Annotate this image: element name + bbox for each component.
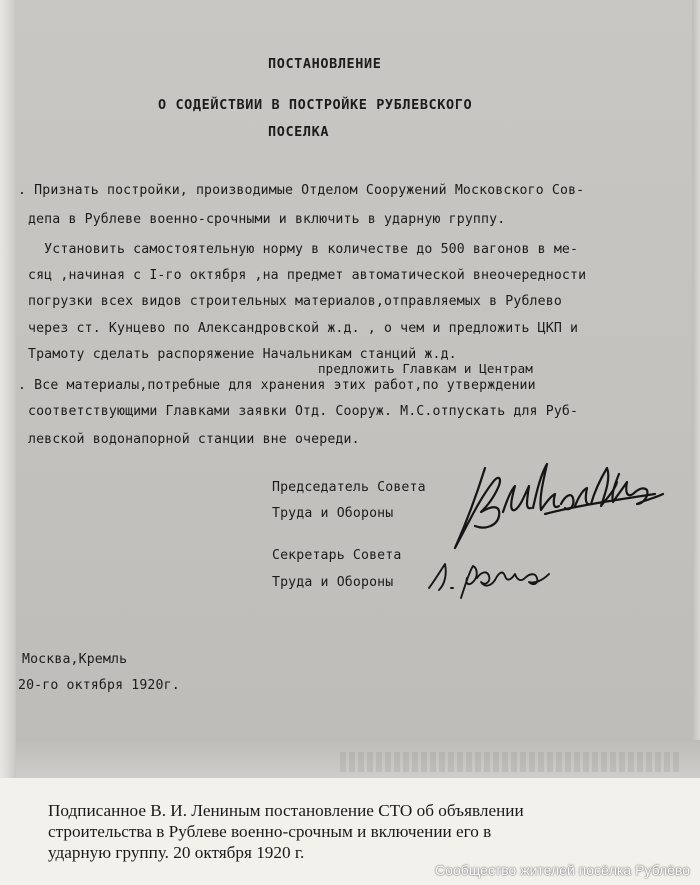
paragraph2-line: Установить самостоятельную норму в количестве до 500 вагонов в ме- bbox=[28, 242, 579, 257]
paragraph3-line: левской водонапорной станции вне очереди. bbox=[28, 432, 360, 447]
page-right-edge bbox=[692, 0, 700, 778]
paragraph2-line: Трамоту сделать распоряжение Начальникам станций ж.д. bbox=[28, 347, 457, 362]
secretary-title-line1: Секретарь Совета bbox=[272, 548, 402, 563]
caption-line: строительства в Рублеве военно-срочным и включении его в bbox=[48, 822, 492, 841]
paragraph2-line: погрузки всех видов строительных материалов,отправляемых в Рублево bbox=[28, 294, 562, 309]
paragraph1-line: . Признать постройки, производимые Отделом Сооружений Московского Сов- bbox=[18, 183, 585, 198]
place: Москва,Кремль bbox=[22, 652, 128, 667]
paragraph3-line: соответствующими Главками заявки Отд. Сооруж. М.С.отпускать для Руб- bbox=[28, 404, 579, 419]
chairman-title-line2: Труда и Обороны bbox=[272, 506, 394, 521]
photo-caption bbox=[48, 800, 668, 863]
document-subtitle-line1: О СОДЕЙСТВИИ В ПОСТРОЙКЕ РУБЛЕВСКОГО bbox=[158, 97, 473, 113]
secretary-signature bbox=[425, 558, 555, 603]
caption-line: Подписанное В. И. Лениным постановление СТО об объявлении bbox=[48, 801, 524, 820]
document-title: ПОСТАНОВЛЕНИЕ bbox=[268, 56, 382, 72]
paragraph2-line: через ст. Кунцево по Александровской ж.д. , о чем и предложить ЦКП и bbox=[28, 321, 579, 336]
document-subtitle-line2: ПОСЕЛКА bbox=[268, 124, 330, 140]
chairman-signature bbox=[445, 460, 670, 555]
chairman-title-line1: Председатель Совета bbox=[272, 480, 426, 495]
handwritten-insertion: предложить Главкам и Центрам bbox=[318, 361, 533, 376]
watermark: Сообщество жителей посёлка Рублёво bbox=[435, 862, 690, 878]
paragraph3-line: . Все материалы,потребные для хранения этих работ,по утверждении bbox=[18, 378, 536, 393]
book-spine-edge bbox=[0, 0, 16, 778]
paragraph2-line: сяц ,начиная с I-го октября ,на предмет автоматической внеочередности bbox=[28, 268, 587, 283]
paragraph1-line: депа в Рублеве военно-срочными и включить в ударную группу. bbox=[28, 212, 506, 227]
caption-line: ударную группу. 20 октября 1920 г. bbox=[48, 843, 305, 862]
date: 20-го октября 1920г. bbox=[18, 678, 180, 693]
reverse-side-bleed bbox=[340, 752, 680, 772]
secretary-title-line2: Труда и Обороны bbox=[272, 575, 394, 590]
